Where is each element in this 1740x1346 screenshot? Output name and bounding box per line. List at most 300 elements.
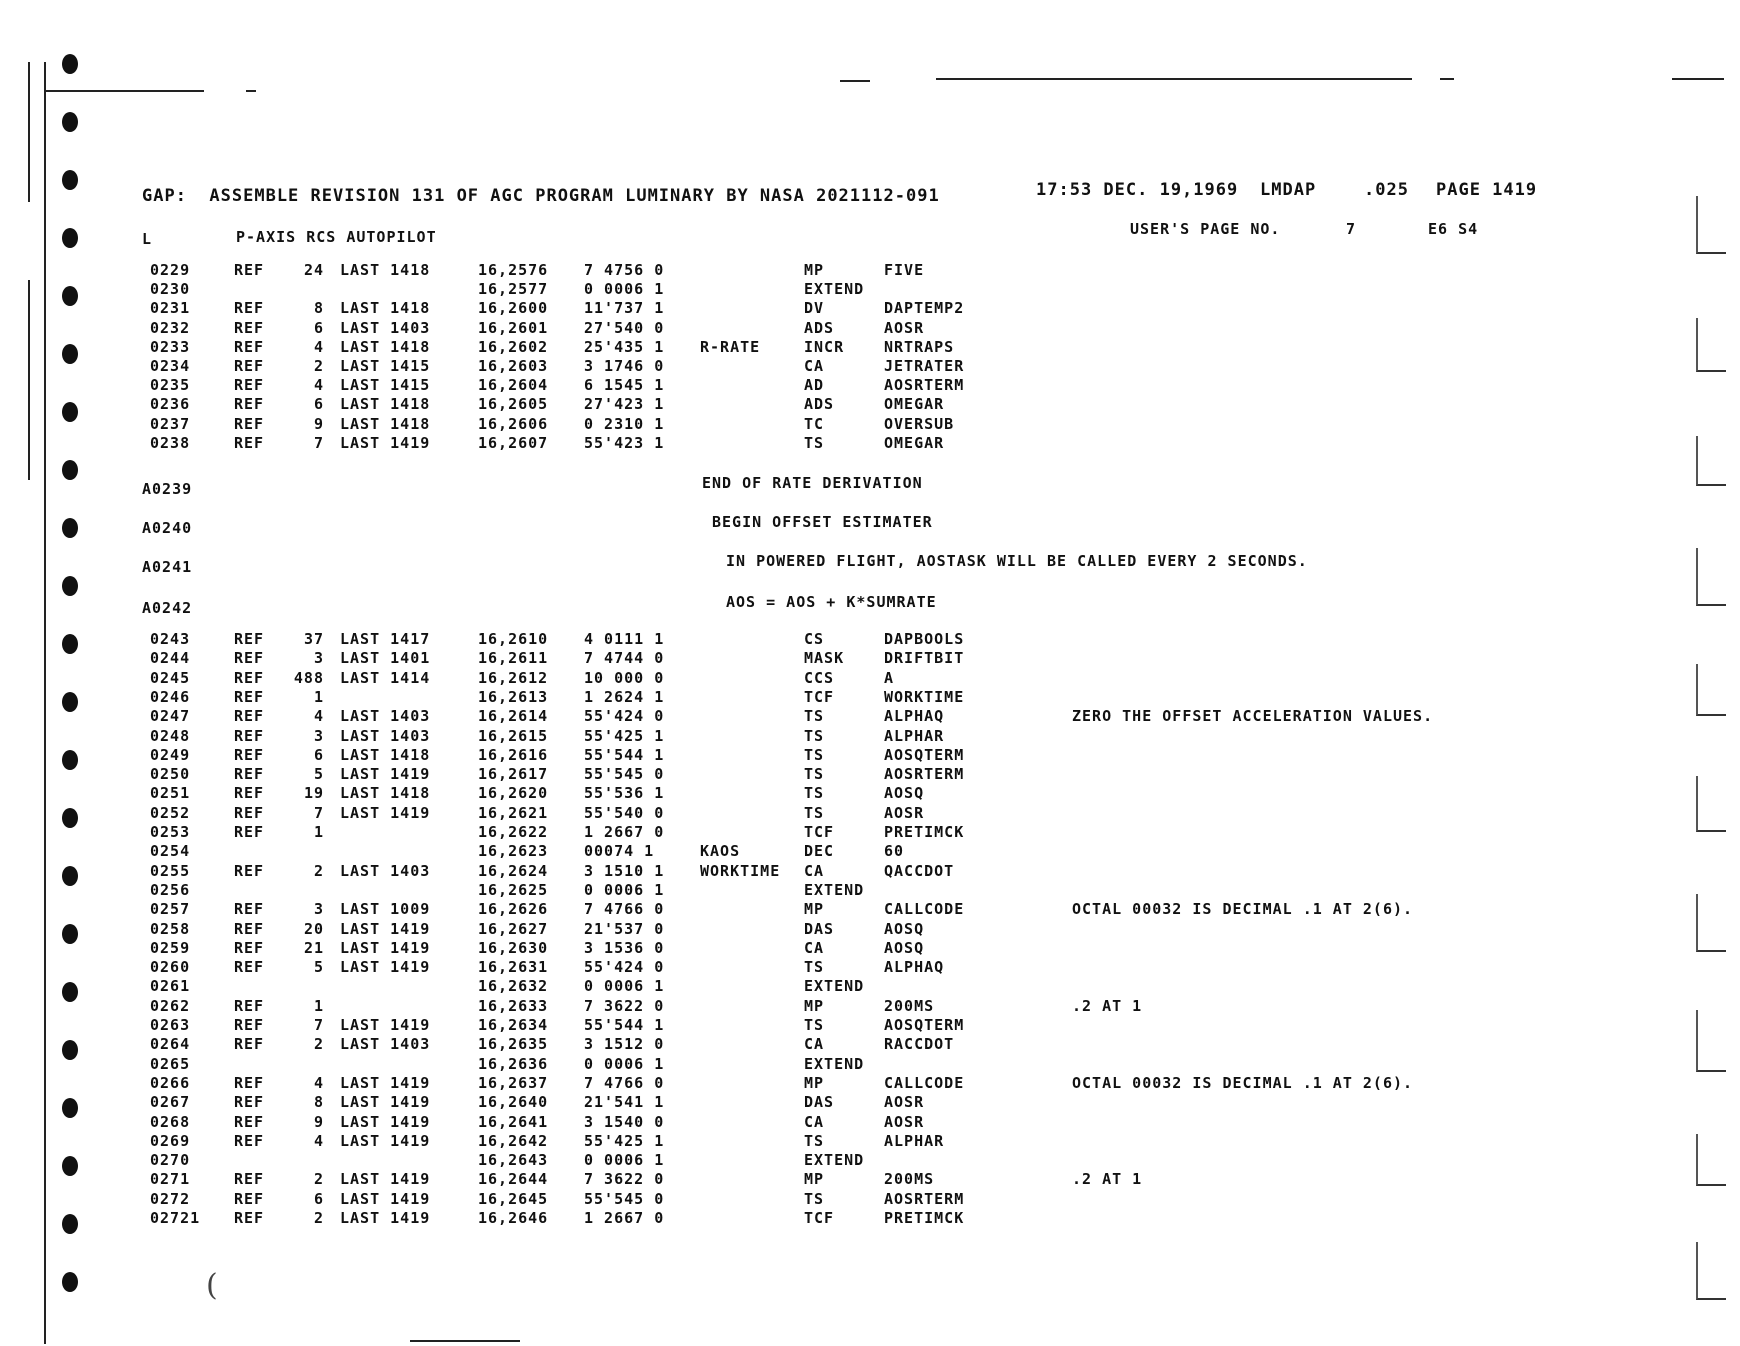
opcode: TCF [804, 1209, 835, 1227]
comment: .2 AT 1 [1072, 1170, 1143, 1189]
octal-word: 7 4756 0 [584, 261, 665, 279]
operand: AOSR [884, 803, 925, 822]
comment: .2 AT 1 [1072, 996, 1143, 1015]
address: 16,2577 [478, 280, 549, 299]
address: 16,2631 [478, 958, 549, 977]
ref-count: 24 [303, 261, 324, 279]
last-page: LAST 1414 [340, 668, 431, 687]
last-page: LAST 1417 [340, 630, 431, 648]
line-number: 0251 [150, 784, 191, 803]
ref-tag: REF [234, 900, 265, 919]
listing-row [0, 977, 1600, 995]
octal-word: 3 1512 0 [584, 1035, 665, 1054]
opcode: AD [804, 376, 825, 395]
ref-count: 4 [313, 376, 324, 395]
last-page: LAST 1419 [340, 958, 431, 977]
address: 16,2614 [478, 707, 549, 726]
line-number: 0257 [150, 900, 191, 919]
users-page-label: USER'S PAGE NO. [1130, 220, 1281, 238]
address: 16,2613 [478, 687, 549, 706]
opcode: TS [804, 1016, 825, 1034]
ref-count: 2 [313, 357, 324, 375]
operand: A [884, 668, 895, 687]
line-number: 0256 [150, 880, 191, 899]
operand: PRETIMCK [884, 823, 965, 841]
opcode: TS [804, 803, 825, 822]
last-page: LAST 1418 [340, 299, 431, 318]
line-number: 0237 [150, 414, 191, 433]
operand: DAPBOOLS [884, 630, 965, 648]
address: 16,2635 [478, 1035, 549, 1054]
listing-row [0, 997, 1600, 1015]
operand: QACCDOT [884, 861, 955, 880]
address: 16,2626 [478, 900, 549, 919]
octal-word: 27'423 1 [584, 395, 665, 414]
octal-word: 00074 1 [584, 842, 655, 861]
line-number: 0259 [150, 938, 191, 957]
line-number: 0272 [150, 1189, 191, 1208]
octal-word: 27'540 0 [584, 318, 665, 337]
last-page: LAST 1403 [340, 707, 431, 726]
opcode: MP [804, 1073, 825, 1092]
operand: ALPHAQ [884, 707, 945, 726]
opcode: TS [804, 958, 825, 977]
feed-hole [62, 460, 78, 480]
ref-tag: REF [234, 376, 265, 395]
comment: OCTAL 00032 IS DECIMAL .1 AT 2(6). [1072, 1073, 1414, 1092]
listing-row [0, 299, 1600, 317]
opcode: TS [804, 745, 825, 764]
opcode: CA [804, 1035, 825, 1054]
address: 16,2642 [478, 1131, 549, 1150]
opcode: CA [804, 357, 825, 375]
operand: OMEGAR [884, 433, 945, 452]
ref-count: 4 [313, 1073, 324, 1092]
line-number: 0231 [150, 299, 191, 318]
listing-row [0, 1113, 1600, 1131]
address: 16,2605 [478, 395, 549, 414]
operand: PRETIMCK [884, 1209, 965, 1227]
ref-count: 2 [313, 1209, 324, 1227]
edge-mark [1696, 436, 1726, 486]
last-page: LAST 1403 [340, 726, 431, 745]
operand: AOSQTERM [884, 745, 965, 764]
line-number: 0264 [150, 1035, 191, 1054]
listing-row [0, 1035, 1600, 1053]
line-number: 0229 [150, 261, 191, 279]
last-page: LAST 1419 [340, 1189, 431, 1208]
operand: CALLCODE [884, 900, 965, 919]
opcode: EXTEND [804, 1054, 865, 1073]
listing-row [0, 649, 1600, 667]
last-page: LAST 1419 [340, 1209, 431, 1227]
symbol-label: R-RATE [700, 337, 761, 356]
operand: ALPHAR [884, 726, 945, 745]
opcode: DV [804, 299, 825, 318]
top-rule [840, 80, 870, 82]
top-rule [936, 78, 1412, 80]
address: 16,2600 [478, 299, 549, 318]
ref-tag: REF [234, 1073, 265, 1092]
listing-row [0, 338, 1600, 356]
symbol-label: KAOS [700, 842, 741, 861]
feed-hole [62, 170, 78, 190]
opcode: TCF [804, 823, 835, 841]
listing-row [0, 939, 1600, 957]
edge-mark [1696, 548, 1726, 606]
octal-word: 55'544 1 [584, 1016, 665, 1034]
ref-count: 6 [313, 318, 324, 337]
annotation-line-number: A0241 [142, 558, 193, 576]
opcode: TC [804, 414, 825, 433]
edge-mark [1696, 664, 1726, 716]
page-number: PAGE 1419 [1436, 180, 1538, 200]
operand: AOSR [884, 318, 925, 337]
line-number: 0236 [150, 395, 191, 414]
ref-count: 9 [313, 414, 324, 433]
ref-tag: REF [234, 784, 265, 803]
operand: ALPHAR [884, 1131, 945, 1150]
ref-tag: REF [234, 318, 265, 337]
address: 16,2624 [478, 861, 549, 880]
octal-word: 55'425 1 [584, 1131, 665, 1150]
ref-count: 2 [313, 1035, 324, 1054]
listing-row [0, 669, 1600, 687]
ref-tag: REF [234, 726, 265, 745]
ref-count: 4 [313, 337, 324, 356]
line-number: 0243 [150, 630, 191, 648]
address: 16,2634 [478, 1016, 549, 1034]
address: 16,2641 [478, 1112, 549, 1131]
listing-row [0, 900, 1600, 918]
ref-count: 1 [313, 996, 324, 1015]
line-number: 0247 [150, 707, 191, 726]
address: 16,2646 [478, 1209, 549, 1227]
opcode: TS [804, 765, 825, 784]
address: 16,2602 [478, 337, 549, 356]
listing-row [0, 1190, 1600, 1208]
ref-count: 19 [303, 784, 324, 803]
ref-count: 3 [313, 649, 324, 668]
listing-row [0, 804, 1600, 822]
listing-row [0, 319, 1600, 337]
opcode: TS [804, 707, 825, 726]
bottom-rule [410, 1340, 520, 1342]
last-page: LAST 1419 [340, 803, 431, 822]
ref-tag: REF [234, 1112, 265, 1131]
ref-count: 9 [313, 1112, 324, 1131]
listing-row [0, 1209, 1600, 1227]
address: 16,2637 [478, 1073, 549, 1092]
ref-count: 21 [303, 938, 324, 957]
address: 16,2645 [478, 1189, 549, 1208]
listing-row [0, 357, 1600, 375]
margin-edge-line [28, 62, 30, 202]
octal-word: 55'423 1 [584, 433, 665, 452]
octal-word: 3 1510 1 [584, 861, 665, 880]
octal-word: 7 4766 0 [584, 1073, 665, 1092]
opcode: TS [804, 726, 825, 745]
opcode: TS [804, 784, 825, 803]
octal-word: 3 1540 0 [584, 1112, 665, 1131]
ref-tag: REF [234, 1035, 265, 1054]
last-page: LAST 1419 [340, 1112, 431, 1131]
address: 16,2610 [478, 630, 549, 648]
address: 16,2612 [478, 668, 549, 687]
listing-row [0, 881, 1600, 899]
address: 16,2601 [478, 318, 549, 337]
ref-count: 6 [313, 745, 324, 764]
operand: CALLCODE [884, 1073, 965, 1092]
octal-word: 55'424 0 [584, 958, 665, 977]
octal-word: 11'737 1 [584, 299, 665, 318]
ref-tag: REF [234, 630, 265, 648]
opcode: TS [804, 433, 825, 452]
address: 16,2625 [478, 880, 549, 899]
ref-tag: REF [234, 433, 265, 452]
listing-row [0, 434, 1600, 452]
address: 16,2622 [478, 823, 549, 841]
pencil-mark: ( [206, 1268, 218, 1303]
octal-word: 55'545 0 [584, 1189, 665, 1208]
address: 16,2615 [478, 726, 549, 745]
line-number: 0244 [150, 649, 191, 668]
opcode: CA [804, 938, 825, 957]
listing-row [0, 1093, 1600, 1111]
opcode: EXTEND [804, 880, 865, 899]
last-page: LAST 1418 [340, 395, 431, 414]
line-number: 0249 [150, 745, 191, 764]
last-page: LAST 1419 [340, 1170, 431, 1189]
ref-tag: REF [234, 919, 265, 938]
address: 16,2576 [478, 261, 549, 279]
listing-row [0, 1170, 1600, 1188]
opcode: EXTEND [804, 280, 865, 299]
listing-row [0, 707, 1600, 725]
symbol-label: WORKTIME [700, 861, 781, 880]
section-title: P-AXIS RCS AUTOPILOT [236, 228, 437, 246]
operand: AOSR [884, 1093, 925, 1112]
octal-word: 1 2667 0 [584, 1209, 665, 1227]
ref-tag: REF [234, 1189, 265, 1208]
edge-mark [1696, 1242, 1726, 1300]
section-code: E6 S4 [1428, 220, 1479, 238]
operand: FIVE [884, 261, 925, 279]
operand: AOSQTERM [884, 1016, 965, 1034]
opcode: MP [804, 1170, 825, 1189]
listing-row [0, 1016, 1600, 1034]
line-number: 0269 [150, 1131, 191, 1150]
opcode: TCF [804, 687, 835, 706]
feed-hole [62, 112, 78, 132]
last-page: LAST 1418 [340, 745, 431, 764]
address: 16,2643 [478, 1151, 549, 1170]
last-page: LAST 1403 [340, 861, 431, 880]
edge-mark [1696, 894, 1726, 952]
listing-row [0, 688, 1600, 706]
opcode: MP [804, 261, 825, 279]
operand: 200MS [884, 996, 935, 1015]
octal-word: 0 0006 1 [584, 1151, 665, 1170]
address: 16,2644 [478, 1170, 549, 1189]
line-number: 0262 [150, 996, 191, 1015]
comment: OCTAL 00032 IS DECIMAL .1 AT 2(6). [1072, 900, 1414, 919]
top-rule [1672, 78, 1724, 80]
octal-word: 55'540 0 [584, 803, 665, 822]
last-page: LAST 1419 [340, 433, 431, 452]
octal-word: 0 0006 1 [584, 977, 665, 996]
opcode: INCR [804, 337, 845, 356]
listing-row [0, 630, 1600, 648]
octal-word: 4 0111 1 [584, 630, 665, 648]
ref-tag: REF [234, 649, 265, 668]
last-page: LAST 1418 [340, 784, 431, 803]
opcode: ADS [804, 318, 835, 337]
opcode: MP [804, 996, 825, 1015]
annotation-line-number: A0240 [142, 519, 193, 537]
opcode: CA [804, 861, 825, 880]
feed-hole [62, 576, 78, 596]
octal-word: 25'435 1 [584, 337, 665, 356]
octal-word: 7 3622 0 [584, 1170, 665, 1189]
edge-mark [1696, 776, 1726, 832]
address: 16,2640 [478, 1093, 549, 1112]
listing-row [0, 765, 1600, 783]
octal-word: 7 3622 0 [584, 996, 665, 1015]
last-page: LAST 1415 [340, 376, 431, 395]
listing-row [0, 1074, 1600, 1092]
address: 16,2621 [478, 803, 549, 822]
annotation-text: BEGIN OFFSET ESTIMATER [712, 513, 933, 531]
octal-word: 7 4744 0 [584, 649, 665, 668]
listing-row [0, 280, 1600, 298]
ref-tag: REF [234, 803, 265, 822]
top-rule [44, 90, 204, 92]
opcode: TS [804, 1131, 825, 1150]
ref-count: 7 [313, 433, 324, 452]
listing-row [0, 823, 1600, 841]
line-number: 0263 [150, 1016, 191, 1034]
line-number: 0268 [150, 1112, 191, 1131]
line-number: 0248 [150, 726, 191, 745]
listing-row [0, 1151, 1600, 1169]
line-number: 0245 [150, 668, 191, 687]
line-number: 0253 [150, 823, 191, 841]
edge-mark [1696, 196, 1726, 254]
operand: AOSRTERM [884, 765, 965, 784]
ref-tag: REF [234, 938, 265, 957]
operand: DAPTEMP2 [884, 299, 965, 318]
top-rule [1440, 78, 1454, 80]
opcode: ADS [804, 395, 835, 414]
operand: AOSRTERM [884, 1189, 965, 1208]
ref-count: 2 [313, 1170, 324, 1189]
ref-count: 5 [313, 958, 324, 977]
last-page: LAST 1419 [340, 1073, 431, 1092]
listing-row [0, 862, 1600, 880]
opcode: TS [804, 1189, 825, 1208]
users-page-number: 7 [1346, 220, 1357, 238]
address: 16,2617 [478, 765, 549, 784]
ref-tag: REF [234, 1170, 265, 1189]
ref-count: 4 [313, 707, 324, 726]
listing-row [0, 920, 1600, 938]
line-number: 0260 [150, 958, 191, 977]
top-rule [246, 90, 256, 92]
ref-count: 488 [293, 668, 324, 687]
line-number: 0261 [150, 977, 191, 996]
operand: 60 [884, 842, 905, 861]
ref-count: 6 [313, 1189, 324, 1208]
line-number: 0252 [150, 803, 191, 822]
operand: JETRATER [884, 357, 965, 375]
listing-row [0, 784, 1600, 802]
operand: RACCDOT [884, 1035, 955, 1054]
octal-word: 1 2624 1 [584, 687, 665, 706]
octal-word: 55'536 1 [584, 784, 665, 803]
listing-row [0, 395, 1600, 413]
ref-count: 1 [313, 687, 324, 706]
ref-count: 5 [313, 765, 324, 784]
annotation-text: END OF RATE DERIVATION [702, 474, 923, 492]
listing-row [0, 1132, 1600, 1150]
line-number: 0246 [150, 687, 191, 706]
ref-tag: REF [234, 996, 265, 1015]
operand: AOSR [884, 1112, 925, 1131]
ref-tag: REF [234, 337, 265, 356]
opcode: DEC [804, 842, 835, 861]
ref-count: 8 [313, 299, 324, 318]
ref-count: 3 [313, 900, 324, 919]
octal-word: 0 0006 1 [584, 1054, 665, 1073]
ref-tag: REF [234, 1093, 265, 1112]
page-mark: L [142, 230, 153, 248]
address: 16,2606 [478, 414, 549, 433]
listing-row [0, 415, 1600, 433]
line-number: 0238 [150, 433, 191, 452]
address: 16,2607 [478, 433, 549, 452]
last-page: LAST 1419 [340, 938, 431, 957]
address: 16,2611 [478, 649, 549, 668]
octal-word: 3 1536 0 [584, 938, 665, 957]
feed-hole [62, 518, 78, 538]
ref-tag: REF [234, 687, 265, 706]
ref-tag: REF [234, 668, 265, 687]
line-number: 0258 [150, 919, 191, 938]
opcode: CS [804, 630, 825, 648]
line-number: 0232 [150, 318, 191, 337]
listing-row [0, 958, 1600, 976]
line-number: 0234 [150, 357, 191, 375]
ref-tag: REF [234, 958, 265, 977]
operand: 200MS [884, 1170, 935, 1189]
octal-word: 21'537 0 [584, 919, 665, 938]
line-number: 02721 [150, 1209, 201, 1227]
listing-row [0, 261, 1600, 279]
octal-word: 55'424 0 [584, 707, 665, 726]
operand: ALPHAQ [884, 958, 945, 977]
ref-count: 6 [313, 395, 324, 414]
last-page: LAST 1419 [340, 765, 431, 784]
ref-count: 7 [313, 803, 324, 822]
octal-word: 55'544 1 [584, 745, 665, 764]
listing-row [0, 727, 1600, 745]
opcode: MP [804, 900, 825, 919]
octal-word: 10 000 0 [584, 668, 665, 687]
address: 16,2623 [478, 842, 549, 861]
ref-tag: REF [234, 861, 265, 880]
ref-count: 37 [303, 630, 324, 648]
